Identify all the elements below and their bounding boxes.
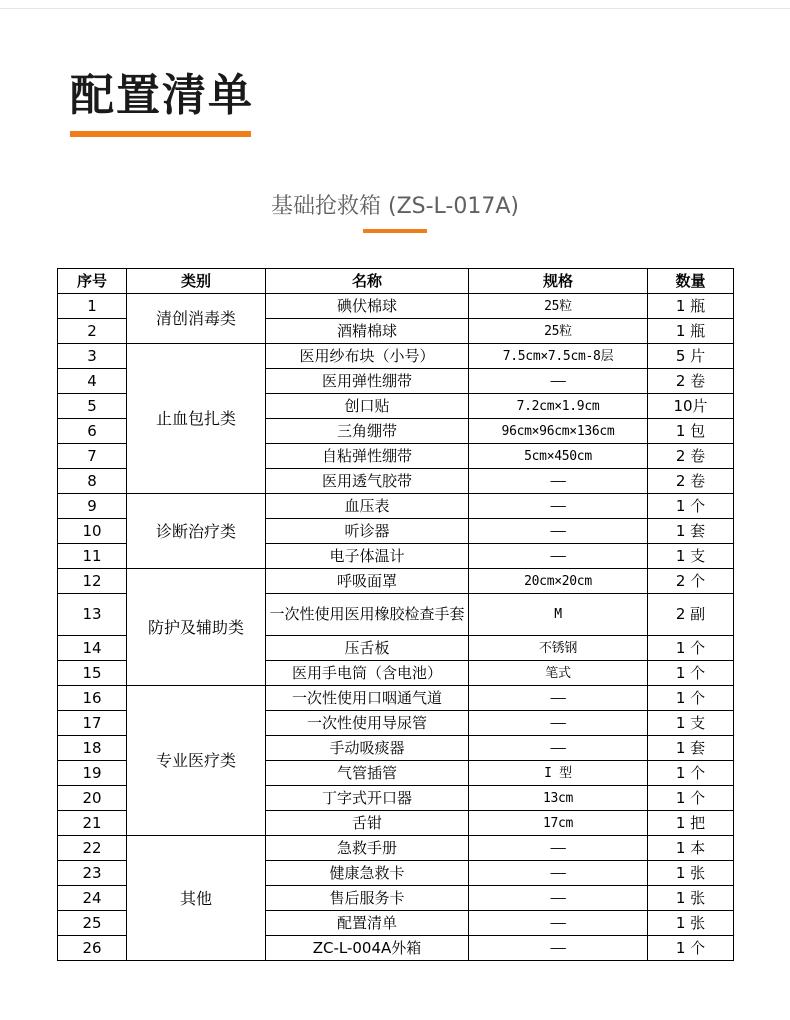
cell-name: 碘伏棉球 <box>266 294 469 319</box>
cell-category: 专业医疗类 <box>127 686 266 836</box>
cell-name: 健康急救卡 <box>266 861 469 886</box>
cell-spec: I 型 <box>469 761 648 786</box>
cell-no: 17 <box>58 711 127 736</box>
cell-category: 防护及辅助类 <box>127 569 266 686</box>
cell-category: 诊断治疗类 <box>127 494 266 569</box>
cell-name: 售后服务卡 <box>266 886 469 911</box>
cell-spec: —— <box>469 911 648 936</box>
cell-qty: 1 瓶 <box>648 319 734 344</box>
cell-no: 8 <box>58 469 127 494</box>
cell-qty: 1 张 <box>648 861 734 886</box>
cell-qty: 10片 <box>648 394 734 419</box>
cell-spec: —— <box>469 736 648 761</box>
cell-qty: 2 卷 <box>648 444 734 469</box>
cell-no: 1 <box>58 294 127 319</box>
cell-name: 听诊器 <box>266 519 469 544</box>
cell-no: 12 <box>58 569 127 594</box>
page-title: 配置清单 <box>70 70 254 121</box>
configuration-table <box>57 268 734 961</box>
cell-spec: —— <box>469 936 648 961</box>
cell-name: 医用透气胶带 <box>266 469 469 494</box>
cell-spec: —— <box>469 369 648 394</box>
table-row <box>58 836 734 861</box>
cell-qty: 1 个 <box>648 636 734 661</box>
cell-spec: —— <box>469 836 648 861</box>
cell-no: 11 <box>58 544 127 569</box>
cell-qty: 2 副 <box>648 594 734 636</box>
cell-spec: —— <box>469 686 648 711</box>
cell-name: 三角绷带 <box>266 419 469 444</box>
cell-qty: 1 个 <box>648 761 734 786</box>
column-header-no: 序号 <box>58 269 127 294</box>
cell-name: 医用手电筒（含电池） <box>266 661 469 686</box>
cell-no: 23 <box>58 861 127 886</box>
product-subtitle: 基础抢救箱 (ZS-L-017A) <box>271 194 519 219</box>
cell-name: 一次性使用导尿管 <box>266 711 469 736</box>
cell-qty: 1 套 <box>648 519 734 544</box>
cell-qty: 2 卷 <box>648 469 734 494</box>
cell-spec: 不锈钢 <box>469 636 648 661</box>
cell-name: 酒精棉球 <box>266 319 469 344</box>
column-header-qty: 数量 <box>648 269 734 294</box>
cell-name: 创口贴 <box>266 394 469 419</box>
cell-spec: 7.2cm×1.9cm <box>469 394 648 419</box>
cell-qty: 1 张 <box>648 886 734 911</box>
cell-category: 止血包扎类 <box>127 344 266 494</box>
cell-no: 20 <box>58 786 127 811</box>
cell-name: 医用纱布块（小号） <box>266 344 469 369</box>
cell-no: 15 <box>58 661 127 686</box>
cell-qty: 1 瓶 <box>648 294 734 319</box>
cell-category: 清创消毒类 <box>127 294 266 344</box>
column-header-category: 类别 <box>127 269 266 294</box>
cell-no: 13 <box>58 594 127 636</box>
cell-spec: 7.5cm×7.5cm-8层 <box>469 344 648 369</box>
cell-spec: —— <box>469 519 648 544</box>
cell-no: 14 <box>58 636 127 661</box>
cell-qty: 1 个 <box>648 494 734 519</box>
cell-spec: 20cm×20cm <box>469 569 648 594</box>
cell-no: 19 <box>58 761 127 786</box>
cell-name: 舌钳 <box>266 811 469 836</box>
table-row <box>58 344 734 369</box>
table-row <box>58 294 734 319</box>
column-header-name: 名称 <box>266 269 469 294</box>
title-underline <box>70 131 251 137</box>
cell-name: 丁字式开口器 <box>266 786 469 811</box>
cell-spec: —— <box>469 469 648 494</box>
cell-spec: —— <box>469 861 648 886</box>
cell-spec: 13cm <box>469 786 648 811</box>
subtitle-underline <box>363 229 427 233</box>
cell-no: 5 <box>58 394 127 419</box>
cell-qty: 1 包 <box>648 419 734 444</box>
table-row <box>58 494 734 519</box>
cell-qty: 1 个 <box>648 661 734 686</box>
cell-name: 一次性使用医用橡胶检查手套 <box>266 594 469 636</box>
cell-no: 26 <box>58 936 127 961</box>
cell-name: ZC-L-004A外箱 <box>266 936 469 961</box>
cell-name: 医用弹性绷带 <box>266 369 469 394</box>
cell-no: 10 <box>58 519 127 544</box>
cell-name: 呼吸面罩 <box>266 569 469 594</box>
cell-no: 24 <box>58 886 127 911</box>
cell-qty: 1 个 <box>648 786 734 811</box>
cell-qty: 5 片 <box>648 344 734 369</box>
cell-name: 急救手册 <box>266 836 469 861</box>
column-header-spec: 规格 <box>469 269 648 294</box>
cell-qty: 1 个 <box>648 936 734 961</box>
cell-no: 25 <box>58 911 127 936</box>
table-row <box>58 686 734 711</box>
cell-no: 2 <box>58 319 127 344</box>
cell-name: 血压表 <box>266 494 469 519</box>
cell-spec: 笔式 <box>469 661 648 686</box>
table-body <box>58 294 734 961</box>
cell-spec: 25粒 <box>469 319 648 344</box>
cell-spec: 5cm×450cm <box>469 444 648 469</box>
cell-no: 7 <box>58 444 127 469</box>
cell-spec: 25粒 <box>469 294 648 319</box>
cell-qty: 2 个 <box>648 569 734 594</box>
cell-name: 自粘弹性绷带 <box>266 444 469 469</box>
cell-qty: 1 个 <box>648 686 734 711</box>
cell-no: 4 <box>58 369 127 394</box>
cell-no: 18 <box>58 736 127 761</box>
cell-no: 6 <box>58 419 127 444</box>
cell-spec: —— <box>469 494 648 519</box>
cell-name: 一次性使用口咽通气道 <box>266 686 469 711</box>
cell-no: 9 <box>58 494 127 519</box>
cell-spec: —— <box>469 886 648 911</box>
table-header-row <box>58 269 734 294</box>
cell-name: 手动吸痰器 <box>266 736 469 761</box>
cell-qty: 1 本 <box>648 836 734 861</box>
cell-qty: 1 把 <box>648 811 734 836</box>
cell-qty: 2 卷 <box>648 369 734 394</box>
cell-no: 22 <box>58 836 127 861</box>
cell-no: 16 <box>58 686 127 711</box>
cell-name: 压舌板 <box>266 636 469 661</box>
top-divider <box>0 8 790 9</box>
cell-spec: —— <box>469 711 648 736</box>
cell-no: 3 <box>58 344 127 369</box>
cell-name: 电子体温计 <box>266 544 469 569</box>
cell-spec: 96cm×96cm×136cm <box>469 419 648 444</box>
cell-category: 其他 <box>127 836 266 961</box>
cell-qty: 1 支 <box>648 711 734 736</box>
cell-qty: 1 支 <box>648 544 734 569</box>
cell-qty: 1 张 <box>648 911 734 936</box>
cell-spec: —— <box>469 544 648 569</box>
table-row <box>58 569 734 594</box>
cell-spec: 17cm <box>469 811 648 836</box>
cell-no: 21 <box>58 811 127 836</box>
cell-name: 配置清单 <box>266 911 469 936</box>
cell-name: 气管插管 <box>266 761 469 786</box>
cell-spec: M <box>469 594 648 636</box>
cell-qty: 1 套 <box>648 736 734 761</box>
